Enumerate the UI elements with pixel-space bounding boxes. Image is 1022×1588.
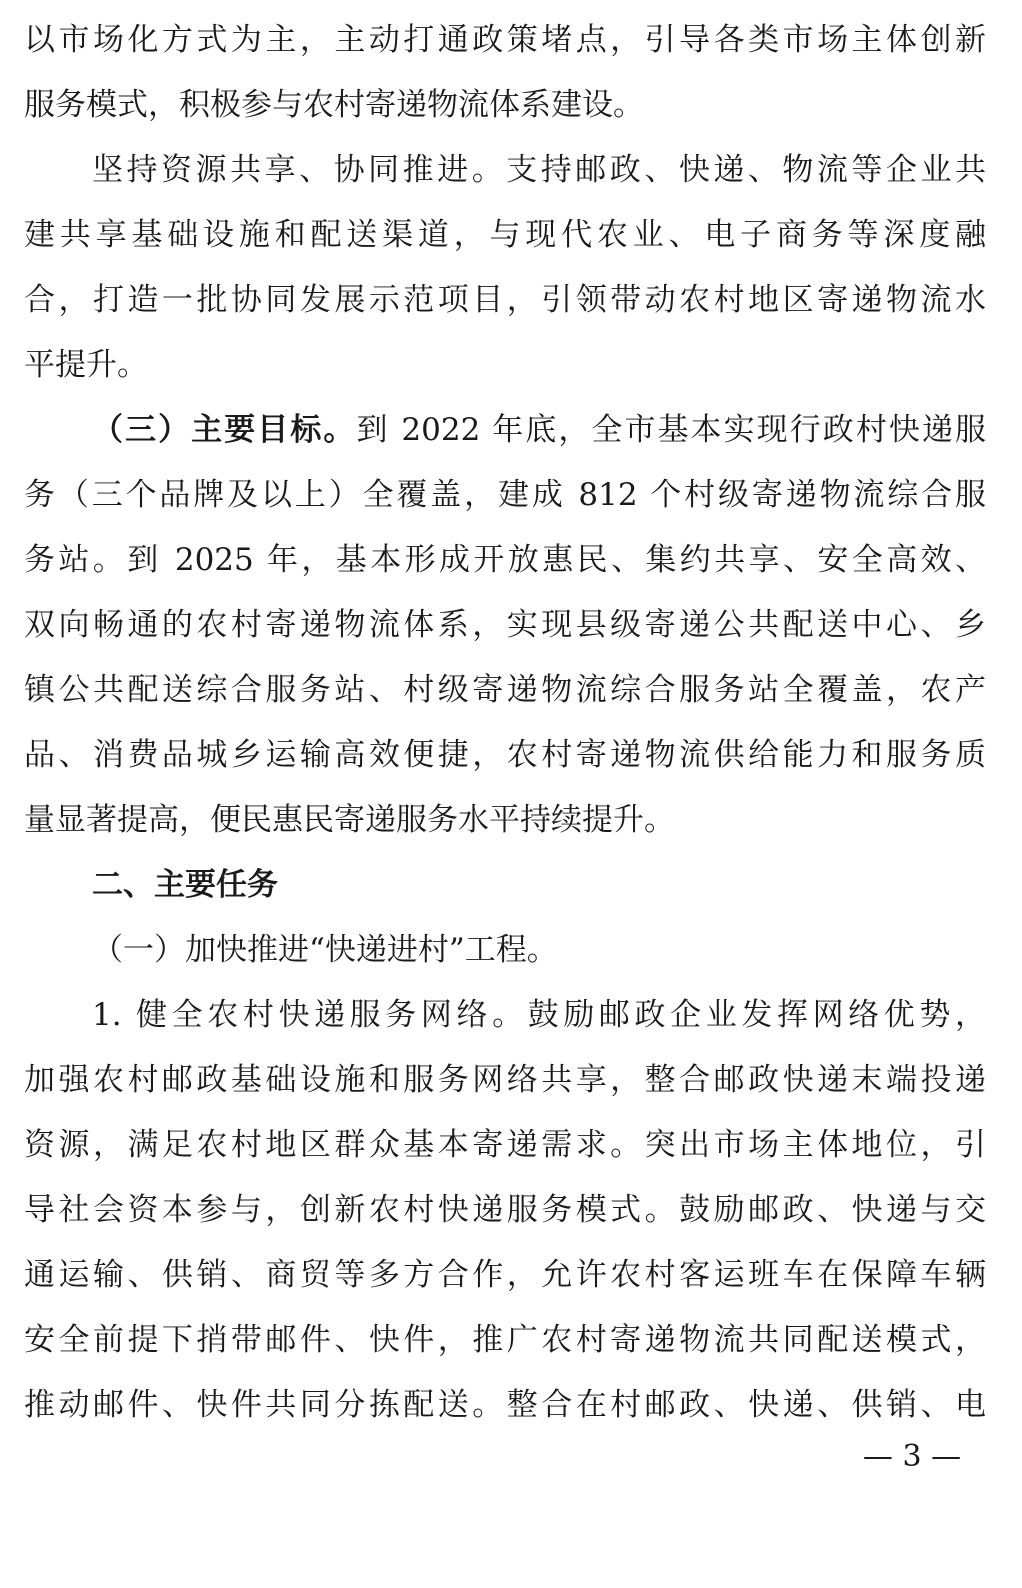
text-line: 务（三个品牌及以上）全覆盖，建成 812 个村级寄递物流综合服 <box>24 477 986 513</box>
text-line: 服务模式，积极参与农村寄递物流体系建设。 <box>24 87 644 123</box>
text-line: 资源，满足农村地区群众基本寄递需求。突出市场主体地位，引 <box>24 1127 986 1163</box>
text-line: 导社会资本参与，创新农村快递服务模式。鼓励邮政、快递与交 <box>24 1192 986 1228</box>
text-line <box>24 398 986 463</box>
document-page <box>24 8 986 1438</box>
subsection-title-express-to-village: （一）加快推进“快递进村”工程。 <box>92 932 558 968</box>
goals-heading: （三）主要目标。 <box>92 412 357 448</box>
goals-first-line-text: 到 2022 年底，全市基本实现行政村快递服 <box>356 412 986 448</box>
paragraph-rural-express-network <box>24 983 986 1438</box>
paragraph-market-oriented <box>24 8 986 138</box>
text-line: 推动邮件、快件共同分拣配送。整合在村邮政、快递、供销、电 <box>24 1387 986 1423</box>
text-line: 加强农村邮政基础设施和服务网络共享，整合邮政快递末端投递 <box>24 1062 986 1098</box>
text-line: 双向畅通的农村寄递物流体系，实现县级寄递公共配送中心、乡 <box>24 607 986 643</box>
text-line: 品、消费品城乡运输高效便捷，农村寄递物流供给能力和服务质 <box>24 737 986 773</box>
section-title-main-tasks: 二、主要任务 <box>92 867 278 903</box>
paragraph-resource-sharing <box>24 138 986 398</box>
text-line: 镇公共配送综合服务站、村级寄递物流综合服务站全覆盖，农产 <box>24 672 986 708</box>
page-number: — 3 — <box>862 1439 962 1474</box>
text-line: 务站。到 2025 年，基本形成开放惠民、集约共享、安全高效、 <box>24 542 986 578</box>
text-line: 以市场化方式为主，主动打通政策堵点，引导各类市场主体创新 <box>24 22 986 58</box>
paragraph-main-goals <box>24 398 986 853</box>
text-line: 平提升。 <box>24 347 148 383</box>
text-line: 合，打造一批协同发展示范项目，引领带动农村地区寄递物流水 <box>24 282 986 318</box>
text-line: 坚持资源共享、协同推进。支持邮政、快递、物流等企业共 <box>92 152 986 188</box>
text-line: 1. 健全农村快递服务网络。鼓励邮政企业发挥网络优势， <box>92 997 986 1033</box>
text-line: 量显著提高，便民惠民寄递服务水平持续提升。 <box>24 802 675 838</box>
text-line: 安全前提下捎带邮件、快件，推广农村寄递物流共同配送模式， <box>24 1322 986 1358</box>
text-line: 建共享基础设施和配送渠道，与现代农业、电子商务等深度融 <box>24 217 986 253</box>
text-line: 通运输、供销、商贸等多方合作，允许农村客运班车在保障车辆 <box>24 1257 986 1293</box>
